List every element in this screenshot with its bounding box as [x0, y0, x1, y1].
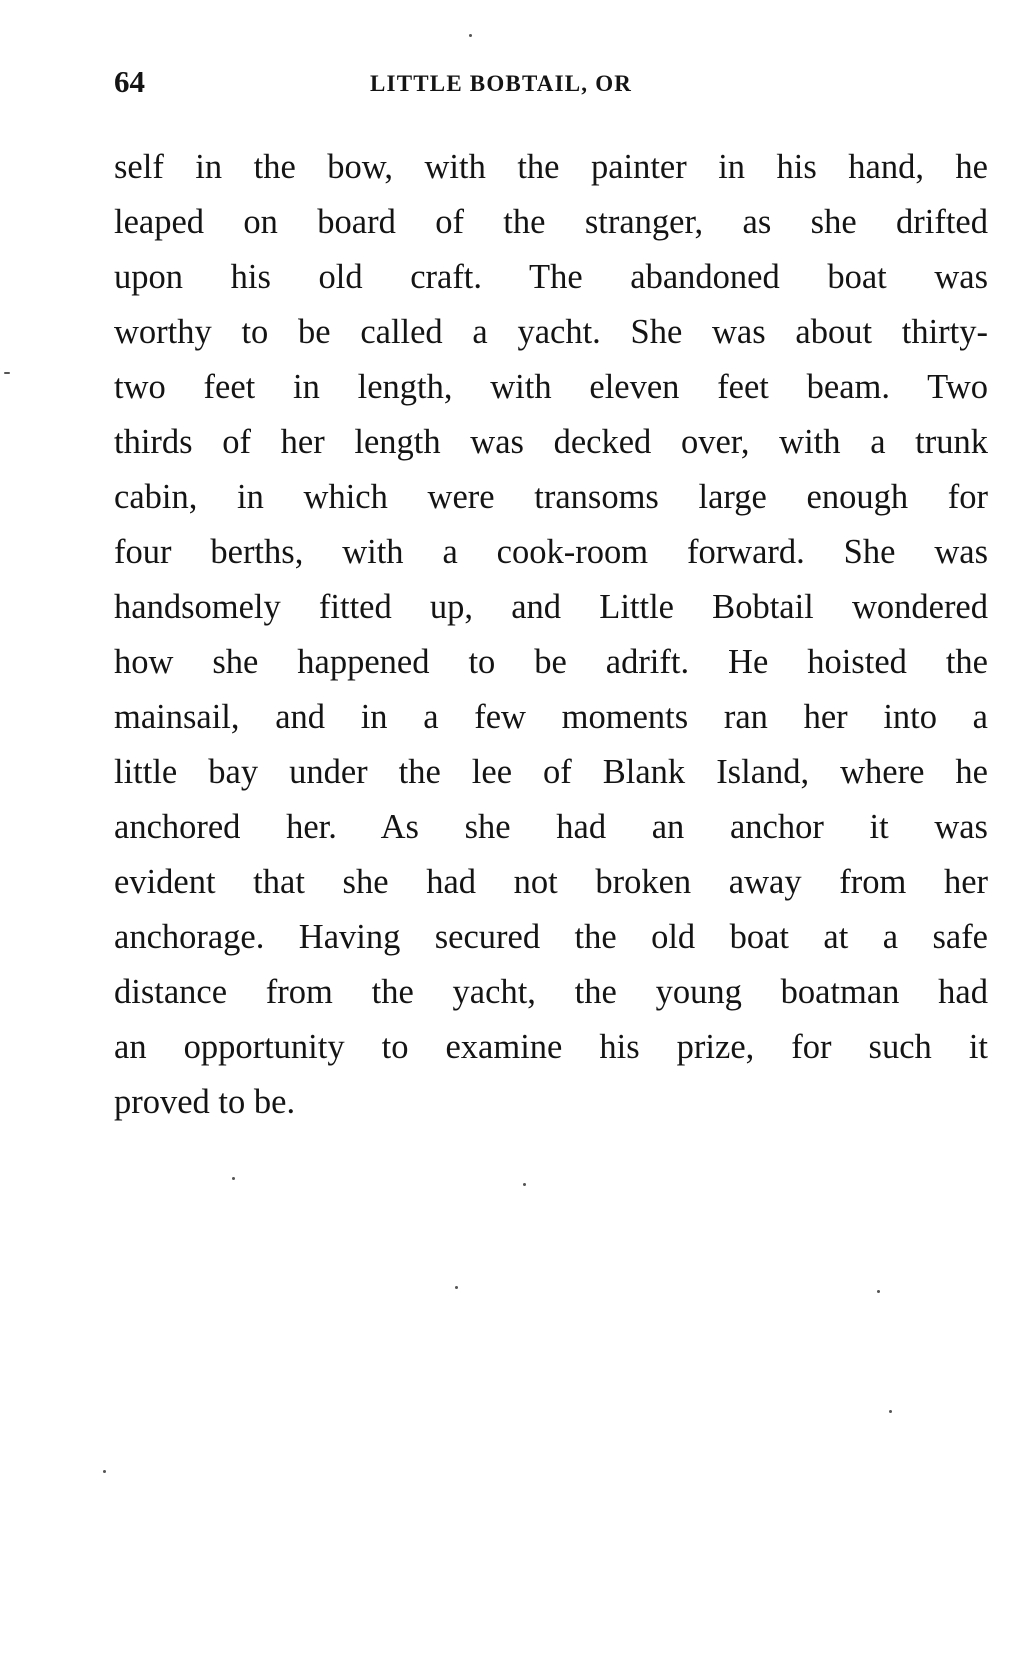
scan-speck	[455, 1286, 458, 1289]
text-line: thirds of her length was decked over, with a trunk	[114, 423, 988, 461]
text-line: anchored her. As she had an anchor it was	[114, 808, 988, 846]
page-header	[114, 62, 984, 102]
text-line: proved to be.	[114, 1083, 296, 1121]
scan-speck	[877, 1290, 880, 1293]
text-line: handsomely fitted up, and Little Bobtail wondered	[114, 588, 988, 626]
text-line: worthy to be called a yacht. She was about thirty-	[114, 313, 988, 351]
scan-speck	[4, 372, 10, 374]
text-line: anchorage. Having secured the old boat at a safe	[114, 918, 988, 956]
text-line: evident that she had not broken away from her	[114, 863, 988, 901]
text-line: four berths, with a cook-room forward. She was	[114, 533, 988, 571]
text-line: cabin, in which were transoms large enough for	[114, 478, 988, 516]
text-line: an opportunity to examine his prize, for such it	[114, 1028, 988, 1066]
running-title: LITTLE BOBTAIL, OR	[370, 71, 633, 96]
text-line: how she happened to be adrift. He hoisted the	[114, 643, 988, 681]
scan-speck	[523, 1183, 526, 1186]
scan-speck	[469, 34, 472, 37]
text-line: distance from the yacht, the young boatman had	[114, 973, 988, 1011]
scan-speck	[103, 1470, 106, 1473]
text-line: self in the bow, with the painter in his hand, he	[114, 148, 988, 186]
scan-speck	[889, 1410, 892, 1413]
text-line: little bay under the lee of Blank Island, where he	[114, 753, 988, 791]
text-line: leaped on board of the stranger, as she drifted	[114, 203, 988, 241]
text-line: mainsail, and in a few moments ran her into a	[114, 698, 988, 736]
text-line: two feet in length, with eleven feet beam. Two	[114, 368, 988, 406]
text-line: upon his old craft. The abandoned boat was	[114, 258, 988, 296]
scan-speck	[232, 1177, 235, 1180]
body-paragraph	[114, 140, 988, 1130]
page-number: 64	[114, 64, 145, 99]
